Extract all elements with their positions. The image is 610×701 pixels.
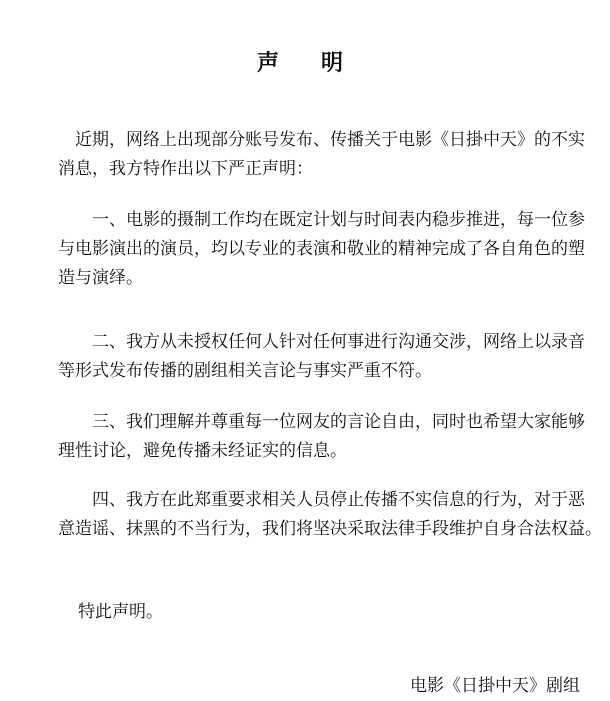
point-3-paragraph	[58, 408, 585, 466]
point-1-line-2: 与电影演出的演员，均以专业的表演和敬业的精神完成了各自角色的塑	[58, 239, 585, 259]
intro-line-2: 消息，我方特作出以下严正声明：	[58, 159, 313, 179]
point-4-line-2: 意造谣、抹黑的不当行为，我们将坚决采取法律手段维护自身合法权益。	[58, 519, 602, 539]
point-1-line-3: 造与演绎。	[58, 268, 143, 288]
point-2-paragraph	[58, 328, 585, 386]
point-2-line-1: 二、我方从未授权任何人针对任何事进行沟通交涉，网络上以录音	[92, 332, 585, 352]
point-4-paragraph	[58, 486, 602, 544]
intro-paragraph	[58, 126, 585, 184]
point-1-line-1: 一、电影的摄制工作均在既定计划与时间表内稳步推进，每一位参	[92, 210, 585, 230]
point-4-line-1: 四、我方在此郑重要求相关人员停止传播不实信息的行为，对于恶	[92, 490, 585, 510]
point-2-line-2: 等形式发布传播的剧组相关言论与事实严重不符。	[58, 361, 432, 381]
intro-line-1: 近期，网络上出现部分账号发布、传播关于电影《日掛中天》的不实	[75, 130, 585, 150]
signature: 电影《日掛中天》剧组	[410, 676, 580, 696]
point-3-line-2: 理性讨论，避免传播未经证实的信息。	[58, 441, 347, 461]
statement-title: 声 明	[256, 50, 353, 76]
point-3-line-1: 三、我们理解并尊重每一位网友的言论自由，同时也希望大家能够	[92, 412, 585, 432]
point-1-paragraph	[58, 206, 585, 293]
closing-remark: 特此声明。	[78, 602, 163, 622]
